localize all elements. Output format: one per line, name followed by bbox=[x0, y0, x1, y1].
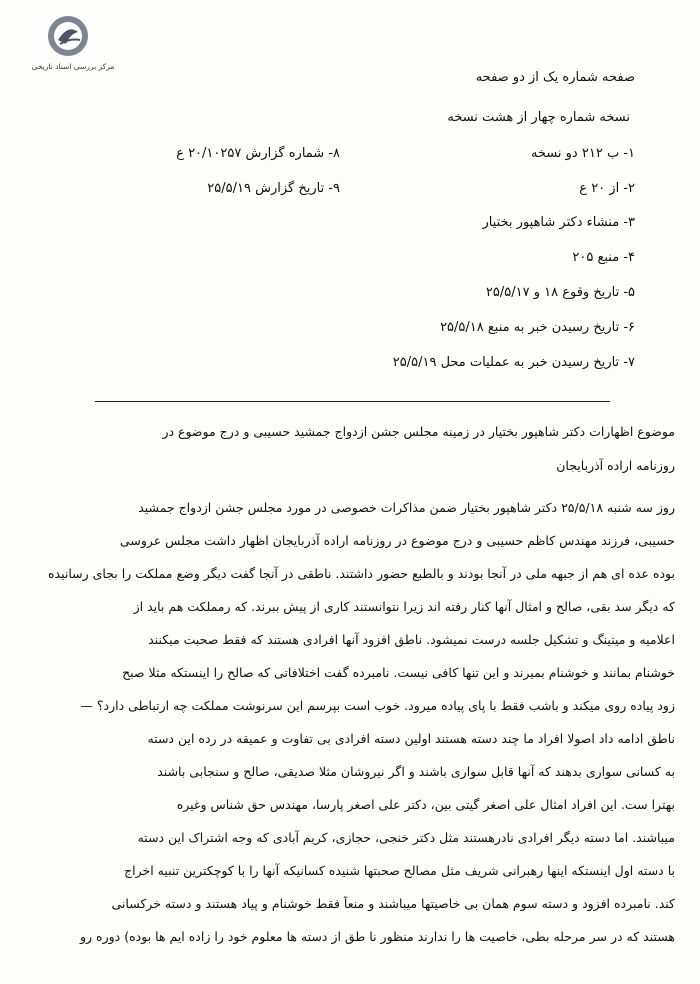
archive-logo-text: مرکز بررسی اسناد تاریخی bbox=[31, 62, 115, 71]
body-line-13: کند. نامبرده افزود و دسته سوم همان بی خاصیتها میباشند و منعاً فقط خوشنام و پیاد هستند و دسته خرکسانی bbox=[111, 896, 675, 911]
body-line-10: بهترا ست. این افراد امثال علی اصغر گیتی بین، دکتر علی اصغر پارسا، مهندس حق شناس وغیره bbox=[176, 797, 675, 812]
body-line-1: روز سه شنبه ۲۵/۵/۱۸ دکتر شاهپور بختیار ضمن مذاکرات خصوصی در مورد مجلس جشن ازدواج جمشید bbox=[138, 500, 675, 515]
field-6: ۶- تاریخ رسیدن خبر به منبع ۲۵/۵/۱۸ bbox=[440, 320, 635, 335]
page-number-line: صفحه شماره یک از دو صفحه bbox=[475, 70, 635, 85]
field-2: ۲- از ۲۰ ع bbox=[579, 181, 635, 196]
field-9: ۹- تاریخ گزارش ۲۵/۵/۱۹ bbox=[207, 181, 340, 196]
body-line-4: که دیگر سد بقی، صالح و امثال آنها کنار رفته اند زیرا نتوانستند کاری از پیش ببرند. که رمملکت هم باید از bbox=[133, 599, 675, 614]
body-line-8: ناطق ادامه داد اصولا افراد ما چند دسته هستند اولین دسته افرادی بی تفاوت و عمیقه در رده این دسته bbox=[147, 731, 675, 746]
field-4: ۴- منبع ۲۰۵ bbox=[572, 250, 635, 265]
field-5: ۵- تاریخ وقوع ۱۸ و ۲۵/۵/۱۷ bbox=[485, 285, 635, 300]
body-line-12: با دسته اول اینستکه اینها رهبرانی شریف مثل مصالح صحبتها شنیده کسانیکه آنها را با کوچکترین تنبیه اخراج bbox=[124, 863, 675, 878]
subject-line-1: موضوع اظهارات دکتر شاهپور بختیار در زمینه مجلس جشن ازدواج جمشید حسیبی و درج موضوع در bbox=[162, 424, 675, 439]
body-line-2: حسیبی، فرزند مهندس کاظم حسیبی و درج موضوع در روزنامه اراده آذربایجان اظهار داشت مجلس عروسی bbox=[119, 533, 675, 548]
body-line-3: بوده عده ای هم از جبهه ملی در آنجا بودند و بالطبع حضور داشتند. ناطقی در آنجا گفت دیگر وضع مملکت را بجای رسانیده bbox=[47, 566, 675, 581]
body-line-7: زود پیاده روی میکند و باشب فقط با پای پیاده میرود. خوب است بپرسم این سرنوشت مملکت چه ارتباطی دارد؟ — bbox=[80, 698, 675, 713]
separator-rule bbox=[95, 401, 610, 402]
field-3: ۳- منشاء دکتر شاهپور بختیار bbox=[482, 215, 635, 230]
field-8: ۸- شماره گزارش ۲۰/۱۰۲۵۷ ع bbox=[176, 146, 340, 161]
body-line-11: میباشند. اما دسته دیگر افرادی نادرهستند مثل دکتر خنجی، حجازی، کریم آبادی که وجه اشتراک این دسته bbox=[137, 830, 675, 845]
copy-number-line: نسخه شماره چهار از هشت نسخه bbox=[447, 110, 630, 125]
body-line-9: به کسانی سواری بدهند که آنها قابل سواری باشند و اگر نیروشان مثلا صدیقی، صالح و سنجابی باشند bbox=[157, 764, 675, 779]
subject-line-2: روزنامه اراده آذربایجان bbox=[556, 458, 675, 473]
field-1: ۱- ب ۲۱۲ دو نسخه bbox=[530, 146, 635, 161]
body-line-14: هستند که در سر مرحله بطی، خاصیت ها را ندارند منظور نا طق از دسته ها معلوم خود را زاده ایم ها بوده) دوره رو bbox=[80, 929, 675, 944]
archive-logo bbox=[18, 14, 128, 74]
field-7: ۷- تاریخ رسیدن خبر به عملیات محل ۲۵/۵/۱۹ bbox=[392, 355, 635, 370]
body-line-6: خوشنام بمانند و خوشنام بمیرند و این تنها کافی نیست. نامبرده گفت اختلافاتی که صالح را اینستکه مثلا صبح bbox=[122, 665, 675, 680]
body-line-5: اعلامیه و میتینگ و تشکیل جلسه درست نمیشود. ناطق افزود آنها افرادی هستند که فقط صحبت میکنند bbox=[148, 632, 675, 647]
archive-emblem-icon bbox=[46, 14, 90, 58]
